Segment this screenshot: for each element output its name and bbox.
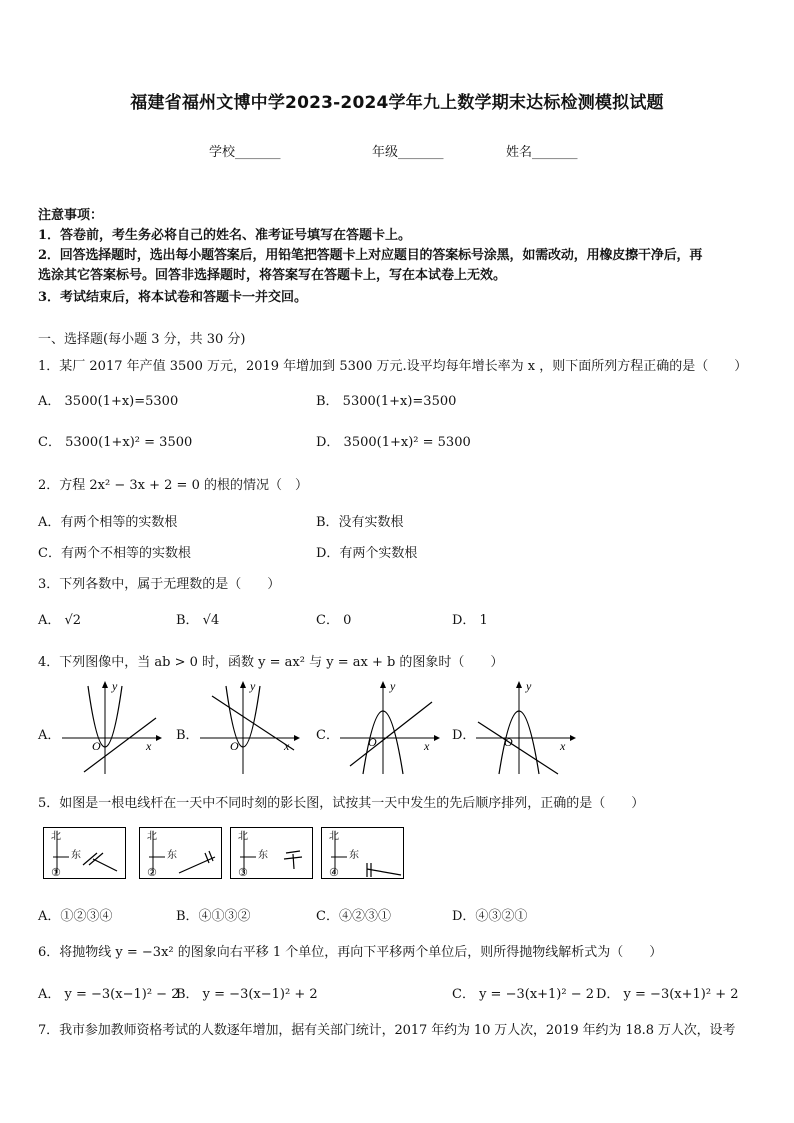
q5-f4-num: ④ xyxy=(329,866,339,879)
q5-f2-east: 东 xyxy=(167,850,177,861)
q5-stem: 5．如图是一根电线杆在一天中不同时刻的影长图，试按其一天中发生的先后顺序排列，正确的是（ ） xyxy=(38,796,645,811)
q5-f3-north: 北 xyxy=(238,831,248,842)
q4-graph-d-y: y xyxy=(526,679,532,693)
q5-f4-east: 东 xyxy=(349,850,359,861)
q4-graph-a xyxy=(58,678,168,778)
notice-item-2: 2．回答选择题时，选出每小题答案后，用铅笔把答题卡上对应题目的答案标号涂黑，如需改动，用橡皮擦干净后，再 xyxy=(38,248,703,263)
q4-graph-d-x: x xyxy=(560,739,566,753)
q6-option-c: C． y = −3(x+1)² − 2 xyxy=(452,987,595,1002)
q6-option-a: A． y = −3(x−1)² − 2 xyxy=(38,987,180,1002)
q1-stem: 1．某厂 2017 年产值 3500 万元，2019 年增加到 5300 万元.设平均每年增长率为 x ，则下面所列方程正确的是（ ） xyxy=(38,359,748,374)
q5-f1-north: 北 xyxy=(51,831,61,842)
q4-label-a: A． xyxy=(38,728,61,743)
q4-graph-c-y: y xyxy=(390,679,396,693)
q5-option-d: D．④③②① xyxy=(452,909,528,924)
q7-stem: 7．我市参加教师资格考试的人数逐年增加，据有关部门统计，2017 年约为 10 万人次，2019 年约为 18.8 万人次，设考 xyxy=(38,1023,736,1038)
q5-f2-num: ② xyxy=(147,866,157,879)
q1-option-b: B． 5300(1+x)=3500 xyxy=(316,394,457,409)
q4-label-c: C． xyxy=(316,728,339,743)
notice-item-1: 1．答卷前，考生务必将自己的姓名、准考证号填写在答题卡上。 xyxy=(38,228,412,243)
grade-field: 年级_______ xyxy=(372,145,444,160)
q4-graph-d-o: O xyxy=(504,735,513,749)
q2-option-c: C．有两个不相等的实数根 xyxy=(38,546,191,561)
q4-graph-c-o: O xyxy=(368,735,377,749)
q1-option-c: C． 5300(1+x)² = 3500 xyxy=(38,435,193,450)
q3-option-a: A． √2 xyxy=(38,613,82,628)
q5-f1-num: ① xyxy=(51,866,61,879)
q4-graph-b-x: x xyxy=(284,739,290,753)
q5-figure-2 xyxy=(139,827,223,880)
q5-figure-4 xyxy=(321,827,405,880)
q2-option-b: B．没有实数根 xyxy=(316,515,404,530)
q4-graph-a-o: O xyxy=(92,739,101,753)
q2-option-a: A．有两个相等的实数根 xyxy=(38,515,178,530)
q5-option-a: A．①②③④ xyxy=(38,909,113,924)
q3-option-c: C． 0 xyxy=(316,613,352,628)
q4-graph-c-x: x xyxy=(424,739,430,753)
q4-graph-b-y: y xyxy=(250,679,256,693)
q5-f2-north: 北 xyxy=(147,831,157,842)
q6-option-d: D． y = −3(x+1)² + 2 xyxy=(596,987,739,1002)
q4-stem: 4．下列图像中，当 ab > 0 时，函数 y = ax² 与 y = ax + b 的图象时（ ） xyxy=(38,655,504,670)
q3-option-b: B． √4 xyxy=(176,613,220,628)
q4-graph-b xyxy=(196,678,306,778)
q5-f3-east: 东 xyxy=(258,850,268,861)
notice-item-3: 3．考试结束后，将本试卷和答题卡一并交回。 xyxy=(38,290,308,305)
q5-f1-east: 东 xyxy=(71,850,81,861)
q3-stem: 3．下列各数中，属于无理数的是（ ） xyxy=(38,577,281,592)
notice-heading: 注意事项： xyxy=(38,208,104,223)
q5-option-b: B．④①③② xyxy=(176,909,251,924)
q1-option-d: D． 3500(1+x)² = 5300 xyxy=(316,435,471,450)
section-heading: 一、选择题(每小题 3 分，共 30 分) xyxy=(38,332,246,347)
school-field: 学校_______ xyxy=(209,145,281,160)
q4-graph-c xyxy=(336,678,446,778)
q4-graph-a-x: x xyxy=(146,739,152,753)
q2-stem: 2．方程 2x² − 3x + 2 = 0 的根的情况（ ） xyxy=(38,478,308,493)
q6-option-b: B． y = −3(x−1)² + 2 xyxy=(176,987,318,1002)
q4-label-d: D． xyxy=(452,728,476,743)
name-field: 姓名_______ xyxy=(506,145,578,160)
q3-option-d: D． 1 xyxy=(452,613,488,628)
q1-option-a: A． 3500(1+x)=5300 xyxy=(38,394,179,409)
q5-f4-north: 北 xyxy=(329,831,339,842)
q5-f3-num: ③ xyxy=(238,866,248,879)
q4-graph-a-y: y xyxy=(112,679,118,693)
q5-figure-1 xyxy=(43,827,127,880)
q4-label-b: B． xyxy=(176,728,199,743)
q4-graph-b-o: O xyxy=(230,739,239,753)
q4-graph-d xyxy=(472,678,582,778)
notice-item-2-cont: 选涂其它答案标号。回答非选择题时，将答案写在答题卡上，写在本试卷上无效。 xyxy=(38,268,507,283)
q5-figure-3 xyxy=(230,827,314,880)
q6-stem: 6．将抛物线 y = −3x² 的图象向右平移 1 个单位，再向下平移两个单位后，则所得抛物线解析式为（ ） xyxy=(38,945,663,960)
q5-option-c: C．④②③① xyxy=(316,909,391,924)
q2-option-d: D．有两个实数根 xyxy=(316,546,418,561)
page-title: 福建省福州文博中学2023-2024学年九上数学期末达标检测模拟试题 xyxy=(130,93,664,113)
